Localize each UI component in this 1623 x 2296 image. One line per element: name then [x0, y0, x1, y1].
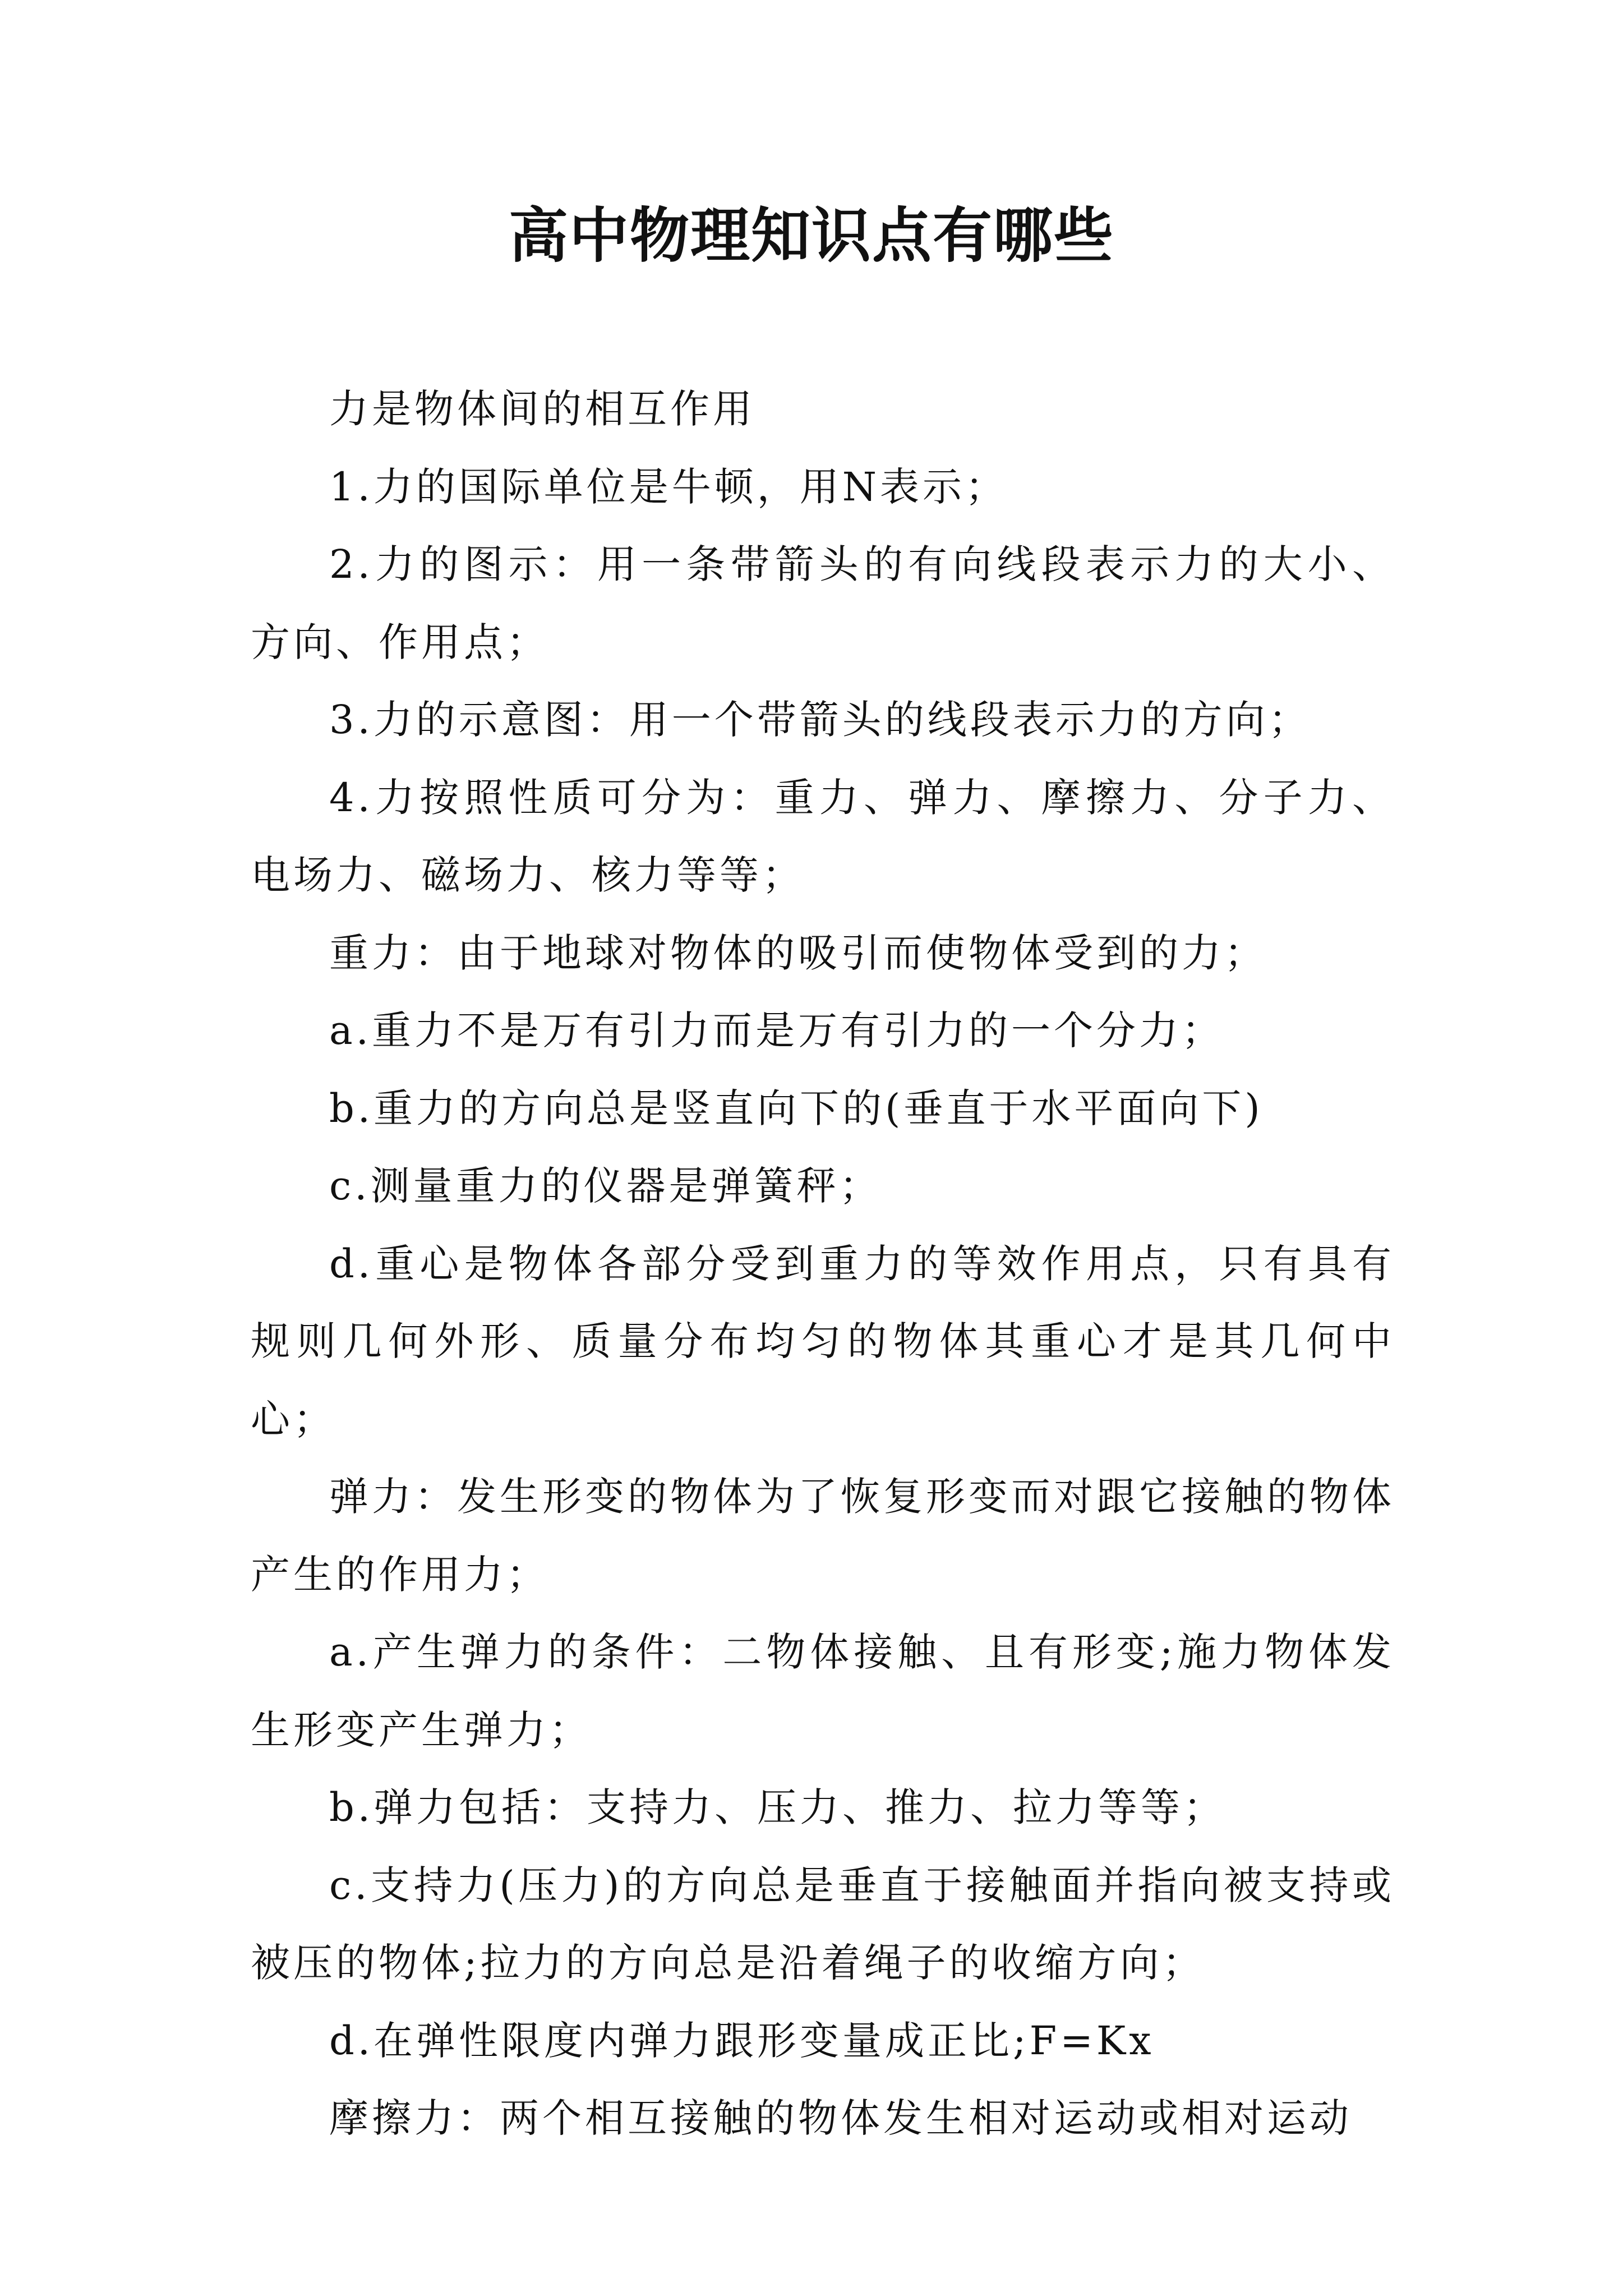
document-body: [251, 370, 1395, 2157]
paragraph: 1.力的国际单位是牛顿，用N表示；: [329, 463, 1008, 510]
paragraph: 2.力的图示：用一条带箭头的有向线段表示力的大小、方向、作用点；: [251, 541, 1395, 665]
paragraph: d.在弹性限度内弹力跟形变量成正比;F=Kx: [329, 2017, 1155, 2064]
paragraph: 力是物体间的相互作用: [329, 386, 755, 432]
document-title: 高中物理知识点有哪些: [509, 200, 1114, 270]
paragraph: 摩擦力：两个相互接触的物体发生相对运动或相对运动: [329, 2095, 1352, 2141]
paragraph: 弹力：发生形变的物体为了恢复形变而对跟它接触的物体产生的作用力；: [251, 1474, 1395, 1598]
paragraph: a.重力不是万有引力而是万有引力的一个分力；: [329, 1007, 1224, 1053]
paragraph: d.重心是物体各部分受到重力的等效作用点，只有具有规则几何外形、质量分布均匀的物体其重心才是其几何中心；: [251, 1240, 1395, 1442]
paragraph: 重力：由于地球对物体的吸引而使物体受到的力；: [329, 930, 1267, 976]
paragraph: b.重力的方向总是竖直向下的(垂直于水平面向下): [329, 1085, 1264, 1131]
paragraph: 3.力的示意图：用一个带箭头的线段表示力的方向；: [329, 697, 1311, 743]
paragraph: b.弹力包括：支持力、压力、推力、拉力等等；: [329, 1784, 1227, 1830]
paragraph: 4.力按照性质可分为：重力、弹力、摩擦力、分子力、电场力、磁场力、核力等等；: [251, 774, 1395, 898]
paragraph: c.支持力(压力)的方向总是垂直于接触面并指向被支持或被压的物体;拉力的方向总是沿着绳子的收缩方向；: [251, 1862, 1395, 1986]
paragraph: c.测量重力的仪器是弹簧秤；: [329, 1163, 882, 1209]
paragraph: a.产生弹力的条件：二物体接触、且有形变;施力物体发生形变产生弹力；: [251, 1629, 1395, 1753]
